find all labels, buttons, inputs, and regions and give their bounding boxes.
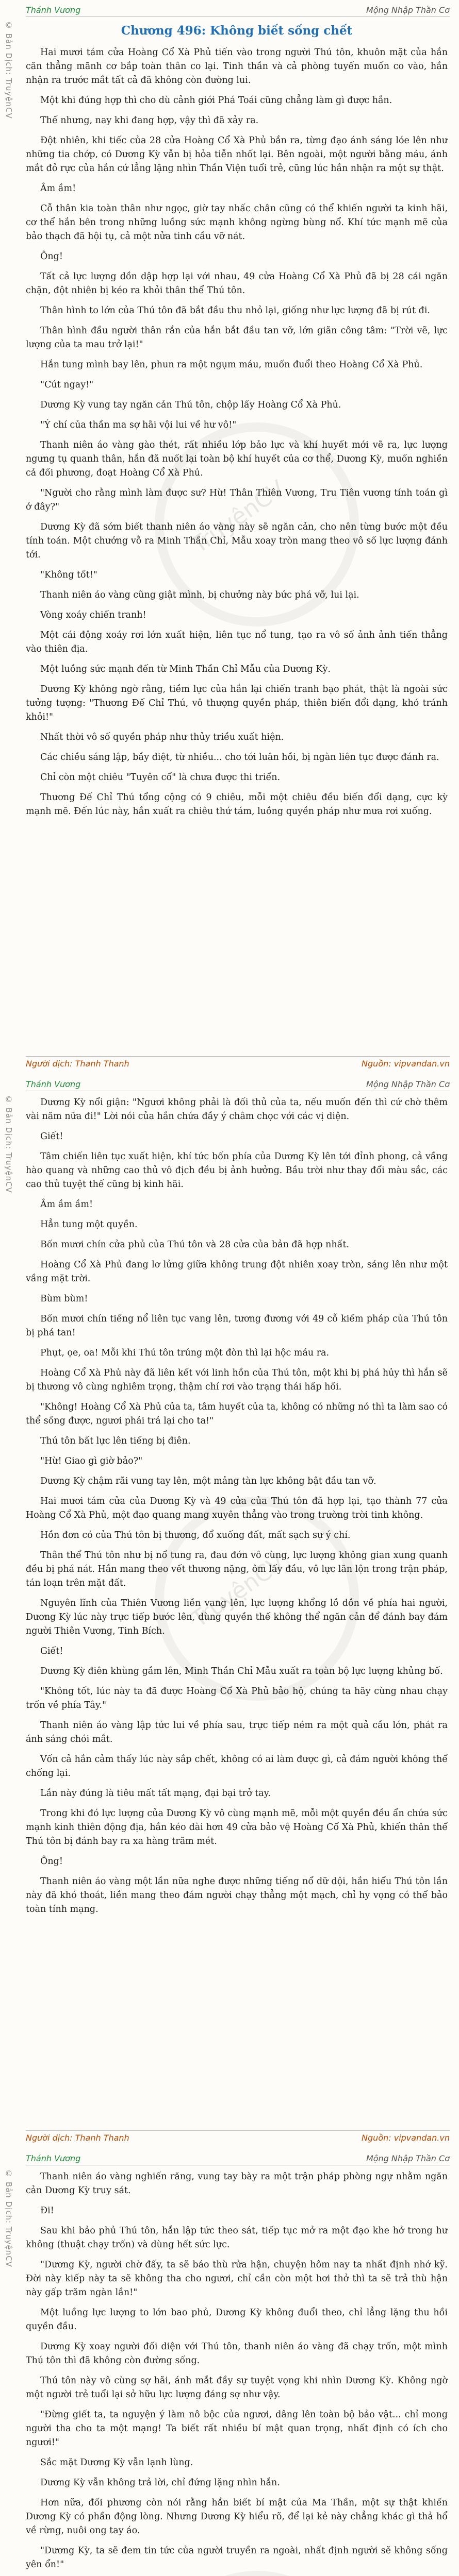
paragraph: "Cút ngay!" [40, 380, 94, 390]
paragraph: Hắn tung mình bay lên, phun ra một ngụm máu, muốn đuổi theo Hoàng Cổ Xà Phủ. [40, 360, 423, 370]
paragraph: Đi! [40, 2206, 54, 2216]
paragraph: Ông! [40, 251, 63, 262]
page-content [26, 2170, 448, 2576]
footer-translator: Người dịch: Thanh Thanh [26, 2133, 129, 2143]
page-1 [0, 0, 459, 1074]
paragraph: Giết! [40, 1131, 63, 1142]
header-author: Thánh Vương [26, 1079, 81, 1089]
paragraph: "Hừ! Giao gì giờ bảo?" [40, 1456, 143, 1466]
paragraph: "Không! Hoàng Cổ Xà Phủ của ta, tâm huyết của ta, không có những nó thì ta làm sao có thể sống được, ngươi phải trả lại cho ta!" [26, 1402, 448, 1426]
paragraph: Dương Kỳ điên khùng gầm lên, Minh Thần Chỉ Mẫu xuất ra toàn bộ lực lượng khủng bố. [40, 1666, 443, 1676]
paragraph: Dương Kỳ vẫn không trả lời, chỉ đứng lặng nhìn hắn. [40, 2478, 280, 2488]
paragraph: Một cái động xoáy rơi lớn xuất hiện, liên tục nổ tung, tạo ra vô số ảnh ảnh tiến thẳng vào thiên địa. [26, 630, 448, 654]
header-series: Mộng Nhập Thần Cơ [366, 2154, 450, 2163]
paragraph: Thanh niên áo vàng cũng giật mình, bị chưởng này bức phá vỡ, lui lại. [40, 590, 359, 600]
paragraph: Sau khi bảo phủ Thú tôn, hắn lập tức theo sát, tiếp tục mở ra một đạo khe hở trong hư không (thuật chạy trốn) và dùng hết sức lực. [26, 2226, 448, 2250]
paragraph: Cỗ thân kia toàn thân như ngọc, giờ tay nhấc chân cũng có thể khiến người ta kinh hãi, cơ thể hắn bên trong những luồng sức mạnh không ngừng bùng nổ. Khí tức mạnh mẽ của bảo thạch đã hội tụ, cả một nửa tinh cầu vỡ nát. [26, 204, 448, 242]
page-footer [26, 1056, 450, 1069]
paragraph: Dương Kỳ vung tay ngăn cản Thú tôn, chộp lấy Hoàng Cổ Xà Phủ. [40, 400, 341, 410]
paragraph: Thanh niên áo vàng một lần nữa nghe được những tiếng nổ dữ dội, hắn hiểu Thú tôn lần này đã khó thoát, liền mang theo đám người chạy thẳng một mạch, chỉ hy vọng có thể bảo toàn tính mạng. [26, 1876, 448, 1914]
paragraph: Các chiều sáng lập, bầy diệt, từ nhiều... cho tới luân hồi, bị ngàn liên tục được đánh ra. [40, 752, 439, 762]
page-header [26, 3, 450, 17]
paragraph: Thân hình to lớn của Thú tôn đã bắt đầu thu nhỏ lại, giống như lực lượng đã bị rút đi. [40, 306, 430, 316]
side-watermark [4, 2169, 19, 2576]
side-watermark [4, 1095, 19, 2125]
paragraph: Thú tôn này vô cùng sợ hãi, ánh mắt đầy sự tuyệt vọng khi nhìn Dương Kỳ. Không ngờ một người trẻ tuổi lại sở hữu lực lượng đáng sợ như vậy. [26, 2376, 448, 2400]
paragraph: Nhất thời vô số quyền pháp như thủy triều xuất hiện. [40, 732, 284, 742]
header-series: Mộng Nhập Thần Cơ [366, 5, 450, 15]
paragraph: "Dương Kỳ, ta sẽ đem tin tức của người truyền ra ngoài, nhất định người sẽ không sống yên ổn!" [26, 2546, 448, 2570]
paragraph: Âm ầm ầm! [40, 1199, 93, 1210]
paragraph: Chỉ còn một chiêu "Tuyên cổ" là chưa được thi triển. [40, 772, 281, 783]
page-header [26, 2151, 450, 2165]
paragraph: Thanh niên áo vàng gào thét, rất nhiều lớp bảo lực và khí huyết mới vẽ ra, lực lượng ngưng tụ quanh thân, hắn đã nuốt lại toàn bộ khí huyết của cơ thể, Dương Kỳ, muốn nghiền cả đối phương, đoạt Hoàng Cổ Xà Phủ. [26, 440, 448, 478]
paragraph: "Người cho rằng mình làm được sư? Hừ! Thân Thiên Vương, Tru Tiên vương tính toán gì ở đây?" [26, 488, 448, 512]
paragraph: Một luồng sức mạnh đến từ Minh Thần Chỉ Mẫu của Dương Kỳ. [40, 664, 331, 674]
paragraph: Hai mươi tám cửa Hoàng Cổ Xà Phủ tiến vào trong người Thú tôn, khuôn mặt của hắn căn thẳng mãnh cơ bắp toàn thân co lại. Tinh thần và cả phòng tuyến muốn co vào, hắn nhận ra trước mắt tất cả đã không còn đường lui. [26, 47, 448, 86]
paragraph: Dương Kỳ đã sớm biết thanh niên áo vàng này sẽ ngăn cản, cho nên từng bước một đều tính toán. Một chưởng vỗ ra Minh Thần Chỉ, Mẫu xoay tròn mang theo vô số lực lượng đánh tới. [26, 522, 448, 560]
paragraph: Bùm bùm! [40, 1294, 88, 1304]
paragraph: Vốn cả hắn cảm thấy lúc này sắp chết, không có ai làm được gì, cả đám người không thể chống lại. [26, 1754, 448, 1778]
header-author: Thánh Vương [26, 5, 81, 15]
paragraph: Thanh niên áo vàng lập tức lui về phía sau, trực tiếp ném ra một quả cầu lớn, phát ra ánh sáng chói mắt. [26, 1720, 448, 1744]
paragraph: Thân hình đầu người thân rắn của hắn bắt đầu tan vỡ, lớn giãn công tâm: "Trời vẽ, lực lượng của ta mau trở lại!" [26, 326, 448, 350]
footer-source: Nguồn: vipvandan.vn [362, 2133, 450, 2143]
header-author: Thánh Vương [26, 2154, 81, 2163]
page-footer [26, 2130, 450, 2143]
paragraph: Hoàng Cổ Xà Phủ này đã liên kết với linh hồn của Thú tôn, một khi bị phá hủy thì hắn sẽ bị thương vô cùng nghiêm trọng, thậm chí rơi vào trạng thái hấp hối. [26, 1368, 448, 1392]
page-content [26, 22, 448, 1052]
paragraph: Vòng xoáy chiến tranh! [40, 610, 146, 620]
paragraph: Thương Đế Chỉ Thú tổng cộng có 9 chiêu, mỗi một chiêu đều biến đổi dạng, cực kỳ mạnh mẽ. Đến lúc này, hắn xuất ra chiêu thứ tám, luồng quyền pháp như mưa rơi xuống. [26, 792, 448, 817]
paragraph: Hoàng Cổ Xà Phủ đang lơ lửng giữa không trung đột nhiên xoay tròn, sáng lên như một vầng mặt trời. [26, 1260, 448, 1284]
paragraph: Một luồng lực lượng to lớn bao phủ, Dương Kỳ không đuổi theo, chỉ lẳng lặng thu hồi quyền đầu. [26, 2308, 448, 2332]
page-content [26, 1096, 448, 2126]
paragraph-list [26, 1096, 448, 1917]
paragraph: Hồn đơn có của Thú tôn bị thương, đổ xuống đất, mất sạch sự ý chí. [40, 1530, 351, 1540]
page-3 [0, 2148, 459, 2576]
paragraph: "Không tốt, lúc này ta đã được Hoàng Cổ Xà Phủ bảo hộ, chúng ta hãy cùng nhau chạy trốn về phía Tây." [26, 1686, 448, 1710]
paragraph: Ông! [40, 1856, 63, 1867]
side-watermark-text: © Bản Dịch: TruyệnCV [4, 2169, 13, 2267]
paragraph: Giết! [40, 1646, 63, 1656]
page-header [26, 1077, 450, 1091]
paragraph: "Ý chí của thần ma sợ hãi vội lui về hư vô!" [40, 420, 237, 430]
paragraph: Nguyên lĩnh của Thiên Vương liền vang lên, lực lượng khổng lồ dồn về phía hai người, Dương Kỳ lúc này trực tiếp bước lên, dùng quyền thế không thể ngăn cản để đánh bay đám người Thiên Vương, Tinh Bích. [26, 1598, 448, 1636]
paragraph: Thú tôn bất lực lên tiếng bị điên. [40, 1436, 191, 1446]
paragraph: Hai mươi tám cửa của Dương Kỳ và 49 cửa của Thú tôn đã hợp lại, tạo thành 77 cửa Hoàng Cổ Xà Phủ, một đạo quang mang xuyên thẳng vào trong trường trời tinh không. [26, 1496, 448, 1520]
paragraph: Dương Kỳ chậm rãi vung tay lên, một mảng tàn lực không bật đầu tan vỡ. [40, 1476, 376, 1486]
paragraph: Tâm chiến liên tục xuất hiện, khí tức bốn phía của Dương Kỳ lên tới đỉnh phong, cả vầng hào quang và những cao thủ vô địch đều bị ảnh hưởng. Bầu trời như thay đổi màu sắc, các cao thủ tuyệt thế cũng bị kinh hãi. [26, 1151, 448, 1190]
side-watermark-text: © Bản Dịch: TruyệnCV [4, 21, 13, 119]
paragraph: Phụt, ọe, oa! Mỗi khi Thú tôn trúng một đòn thì lại hộc máu ra. [40, 1348, 330, 1358]
paragraph: Hơn nữa, đối phương còn nói rằng hắn biết bí mật của Ma Thần, một sự thật khiến Dương Kỳ có phần động lòng. Nhưng Dương Kỳ hiểu rõ, để lại kẻ này chẳng khác gì thả hổ về rừng, nuôi ong tay áo. [26, 2498, 448, 2536]
paragraph: Lần này đúng là tiêu mất tất mạng, đại bại trở tay. [40, 1788, 271, 1799]
paragraph: Sắc mặt Dương Kỳ vẫn lạnh lùng. [40, 2458, 193, 2468]
footer-translator: Người dịch: Thanh Thanh [26, 1059, 129, 1069]
paragraph: Thanh niên áo vàng nghiến răng, vung tay bày ra một trận pháp phòng ngự nhằm ngăn cản Dương Kỳ truy sát. [26, 2172, 448, 2196]
paragraph: Tất cả lực lượng dồn dập hợp lại với nhau, 49 cửa Hoàng Cổ Xà Phủ đã bị 28 cái ngăn chặn, đột nhiên bị kéo ra khỏi thân thể Thú tôn. [26, 272, 448, 296]
header-series: Mộng Nhập Thần Cơ [366, 1079, 450, 1089]
paragraph: Dương Kỳ không ngờ rằng, tiềm lực của hắn lại chiến tranh bạo phát, thật là ngoài sức tưởng tượng: "Thương Đế Chỉ Thú, vô thượng quyền pháp, thiên biến đổi dạng, khó tránh khỏi!" [26, 684, 448, 722]
paragraph-list [26, 2170, 448, 2576]
watermark-logo-text: TruyệnCV [187, 1549, 290, 1633]
paragraph: Hẳn tung một quyền. [40, 1219, 138, 1230]
paragraph: "Dương Kỳ, người chờ đấy, ta sẽ báo thù rửa hận, chuyện hôm nay ta nhất định nhớ kỹ. Đời này kiếp này ta sẽ không tha cho ngươi, chỉ cần còn một hơi thở thì ta sẽ trả thù hận này gấp trăm ngàn lần!" [26, 2260, 448, 2298]
paragraph: Dương Kỳ nổi giận: "Ngươi không phải là đối thủ của ta, nếu muốn đến thì cứ chờ thêm vài năm nữa đi!" Lời nói của hắn chứa đầy ý châm chọc với các vị diện. [26, 1097, 448, 1122]
paragraph-list [26, 46, 448, 819]
paragraph: Bốn mươi chín cửa phủ của Thú tôn và 28 cửa của bản đã hợp nhất. [40, 1240, 350, 1250]
paragraph: Đột nhiên, khi tiếc của 28 cửa Hoàng Cổ Xà Phủ bắn ra, từng đạo ánh sáng lóe lên như những tia chớp, có Dương Kỳ vẫn bị hỏa tiễn nhốt lại. Bên ngoài, một người bằng máu, ánh mắt đỏ rực của hắn cứ lẳng lặng nhìn Thần Viện tuổi trẻ, cũng lúc hắn nhận ra một sự thật. [26, 135, 448, 174]
paragraph: Một khi đúng hợp thì cho dù cảnh giới Phá Toái cũng chẳng làm gì được hắn. [40, 95, 392, 106]
side-watermark-text: © Bản Dịch: TruyệnCV [4, 1095, 13, 1193]
watermark-logo-text: TruyệnCV [187, 475, 290, 559]
paragraph: Âm ầm! [40, 183, 76, 194]
paragraph: Dương Kỳ xoay người đối diện với Thú tôn, thanh niên áo vàng đã chạy trốn, một mình Thú tôn thì đã không còn đường sống. [26, 2342, 448, 2366]
paragraph: Trong khi đó lực lượng của Dương Kỳ vô cùng mạnh mẽ, mỗi một quyền đều ẩn chứa sức mạnh kinh thiên động địa, hắn kéo dài hơn 49 cửa bảo vệ Hoàng Cổ Xà Phủ, khiến thân thể Thú tôn bị đánh bay ra xa hàng trăm mét. [26, 1808, 448, 1846]
footer-source: Nguồn: vipvandan.vn [362, 1059, 450, 1069]
side-watermark [4, 21, 19, 1051]
paragraph: "Đừng giết ta, ta nguyện ý làm nô bộc của ngươi, dâng lên toàn bộ bảo vật... chỉ mong người tha cho ta một mạng! Ta biết rất nhiều bí mật quan trọng, nhất định có ích cho ngươi!" [26, 2410, 448, 2448]
chapter-title: Chương 496: Không biết sống chết [121, 24, 353, 38]
paragraph: Thân thể Thú tôn như bị nổ tung ra, đau đớn vô cùng, lực lượng không gian xung quanh đều bị phá nát. Hắn mang theo vết thương nặng, ôm lấy đầu, vô lực lăn lộn trong trận pháp, tán loạn trên mặt đất. [26, 1550, 448, 1588]
paragraph: Thế nhưng, nay khi đang hợp, vậy thì đã xảy ra. [40, 115, 259, 126]
paragraph: Bốn mươi chín tiếng nổ liên tục vang lên, tương đương với 49 cỗ kiếm pháp của Thú tôn bị phá tan! [26, 1314, 448, 1338]
page-2 [0, 1074, 459, 2148]
paragraph: "Không tốt!" [40, 570, 97, 580]
